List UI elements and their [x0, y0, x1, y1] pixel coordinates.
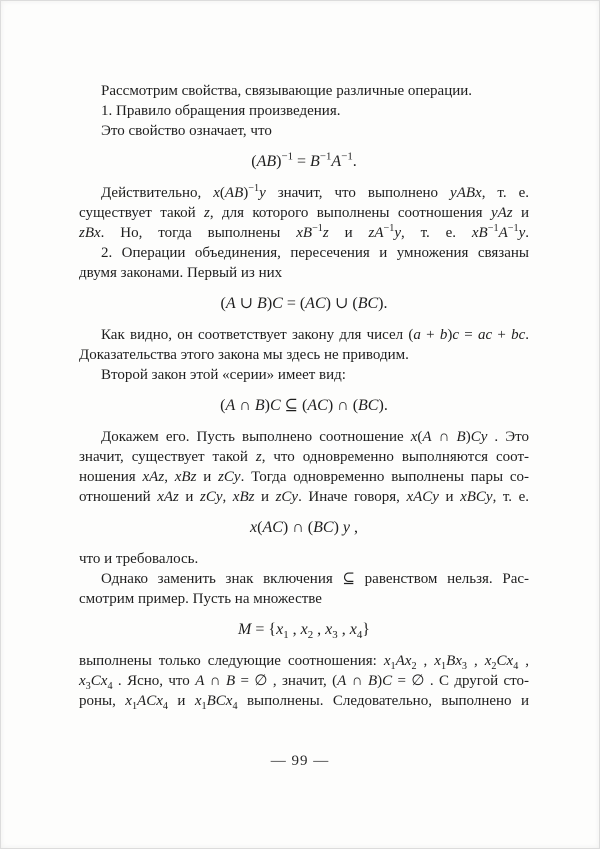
paragraph [79, 427, 529, 507]
formula-intersection-inclusion: (A ∩ B)C ⊆ (AC) ∩ (BC). [220, 397, 388, 414]
paragraph [79, 81, 529, 101]
paragraph [79, 243, 529, 283]
formula-inverse-product: $(AB)^{-1} = B^{-1}A^{-1}$. [251, 150, 357, 170]
paragraph [79, 651, 529, 711]
formula-union-distribution: (A ∪ B)C = (AC) ∪ (BC). [220, 295, 388, 312]
text-line: выполнены только следующие соотношения: $x_1Ax_2$ , $x_1Bx_3$ , $x_2Cx_4$ , [79, 653, 530, 672]
text-line: $x_3Cx_4$ . Ясно, что A ∩ B = ∅ , значит, (A ∩ B)C = ∅ . С другой сто- [79, 673, 529, 692]
formula-xACy-intersection: x(AC) ∩ (BC) y , [250, 519, 358, 536]
paragraph [79, 183, 529, 243]
text-line: Однако заменить знак включения ⊆ равенством нельзя. Рас- [101, 571, 529, 587]
text-line: Второй закон этой «серии» имеет вид: [101, 367, 346, 383]
paragraph [79, 569, 529, 609]
text-line: 2. Операции объединения, пересечения и умножения связаны [101, 245, 529, 261]
text-line: что и требовалось. [79, 551, 199, 567]
paragraph [79, 101, 529, 121]
text-line: двумя законами. Первый из них [79, 265, 283, 281]
text-line: отношений xAz и zCy, xBz и zCy. Иначе говоря, xACy и xBCy, т. е. [79, 489, 529, 505]
text-line: Рассмотрим свойства, связывающие различные операции. [101, 83, 473, 99]
text-line: смотрим пример. Пусть на множестве [79, 591, 322, 607]
formula-set-M: $M = \{x_1$ , $x_2$ , $x_3$ , $x_4$} [238, 621, 370, 642]
page-content [79, 81, 529, 711]
page-number: — 99 — [270, 753, 330, 769]
paragraph [79, 549, 529, 569]
text-line: значит, существует такой z, что одновременно выполняются соот- [79, 449, 529, 465]
text-line: существует такой z, для которого выполнены соотношения yAz и [79, 205, 530, 221]
text-line: Действительно, x(AB)$^{-1}$y значит, что выполнено yABx, т. е. [101, 183, 529, 201]
text-line: Доказательства этого закона мы здесь не приводим. [79, 347, 409, 363]
text-line: Как видно, он соответствует закону для чисел (a + b)c = ac + bc. [101, 327, 530, 343]
text-line: Докажем его. Пусть выполнено соотношение x(A ∩ B)Cy . Это [101, 429, 529, 445]
paragraph [79, 325, 529, 365]
paragraph [79, 365, 529, 385]
text-line: Это свойство означает, что [101, 123, 272, 139]
text-line: роны, $x_1ACx_4$ и $x_1BCx_4$ выполнены. Следовательно, выполнено и [79, 693, 529, 712]
paragraph [79, 121, 529, 141]
text-line: zBx. Но, тогда выполнены $xB^{-1}z$ и $zA^{-1}y$, т. е. $xB^{-1}A^{-1}y$. [79, 223, 529, 241]
text-line: 1. Правило обращения произведения. [101, 103, 341, 119]
text-line: ношения xAz, xBz и zCy. Тогда одновременно выполнены пары со- [79, 469, 529, 485]
